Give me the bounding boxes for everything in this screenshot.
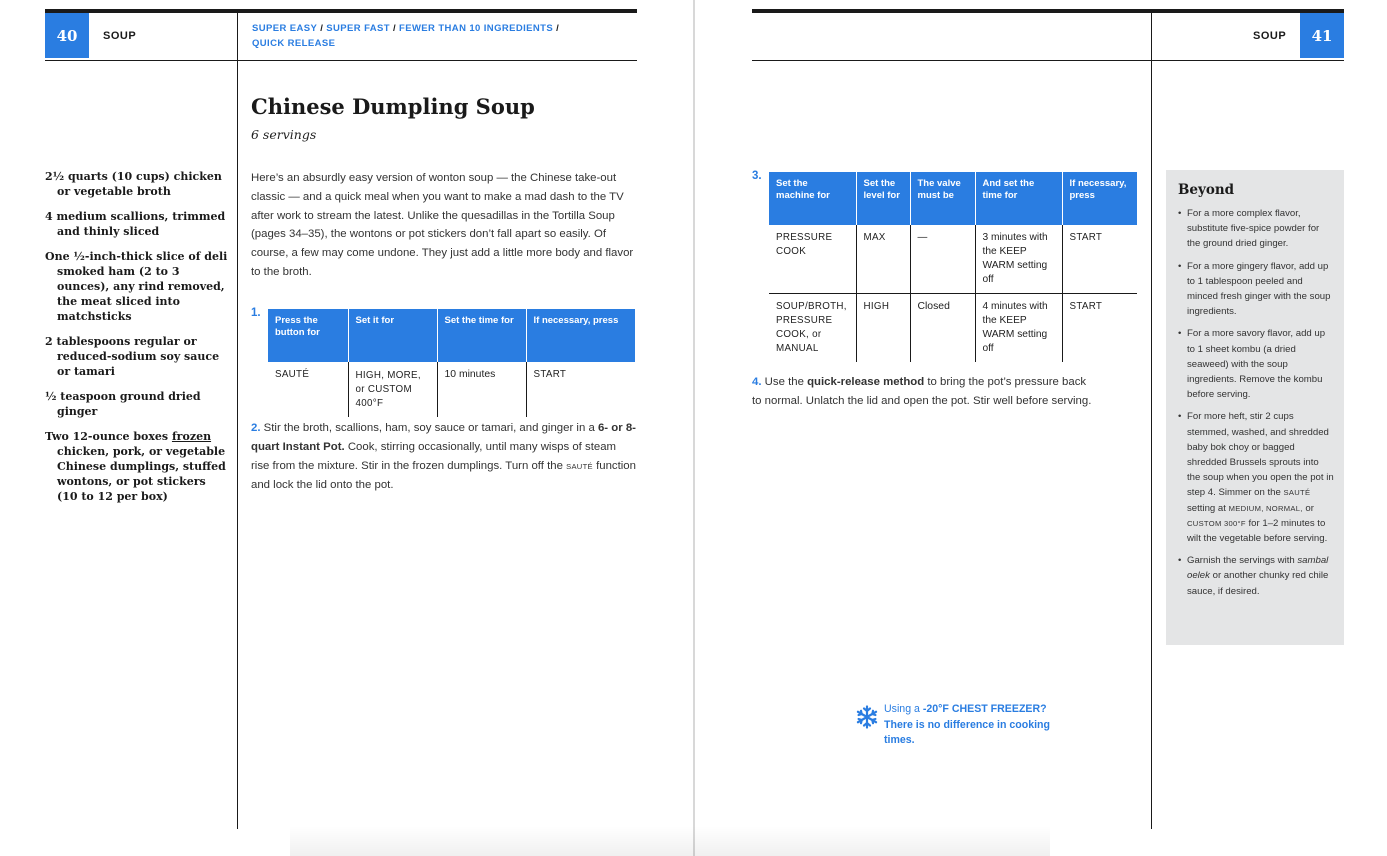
frozen-emphasis: frozen — [171, 430, 212, 443]
table-row — [769, 225, 1137, 294]
step-1-number: 1. — [251, 307, 261, 319]
sidebar-item: • For a more gingery flavor, add up to 1 tablespoon peeled and minced fresh ginger with the soup ingredients. — [1178, 259, 1334, 320]
ingredient-item: 2 tablespoons regular or reduced-sodium soy sauce or tamari — [45, 335, 220, 378]
ingredient-item: 2½ quarts (10 cups) chicken or vegetable broth — [45, 170, 222, 198]
snowflake-icon — [855, 705, 879, 734]
table-header: If necessary, press — [526, 309, 635, 362]
page-shadow — [290, 826, 1050, 856]
recipe-tags: SUPER EASY / SUPER FAST / FEWER THAN 10 INGREDIENTS / QUICK RELEASE — [252, 23, 560, 49]
ingredient-item: Two 12-ounce boxes frozen chicken, pork, or vegetable Chinese dumplings, stuffed wontons, or pot stickers (10 to 12 per box) — [45, 430, 226, 503]
header-rule-bottom — [45, 60, 637, 61]
table-cell: 3 minutes with the KEEP WARM setting off — [975, 225, 1062, 294]
page-number-right: 41 — [1300, 13, 1344, 58]
table-cell: HIGH — [856, 294, 910, 363]
ingredient-item: 4 medium scallions, trimmed and thinly sliced — [45, 210, 226, 238]
recipe-title: Chinese Dumpling Soup — [251, 94, 535, 119]
step-3-table — [769, 172, 1137, 362]
step-3-number: 3. — [752, 170, 762, 182]
table-header: Set the machine for — [769, 172, 856, 225]
tag-super-easy: SUPER EASY — [252, 23, 318, 34]
table-cell: MAX — [856, 225, 910, 294]
beyond-sidebar — [1166, 170, 1344, 645]
step-2-text: 2. Stir the broth, scallions, ham, soy sauce or tamari, and ginger in a 6- or 8-quart Instant Pot. Cook, stirring occasionally, until many wisps of steam rise from the mixture. Stir in the frozen dumplings. Turn off the SAUTÉ function and lock the lid onto the pot. — [251, 422, 636, 492]
column-divider-right — [1151, 13, 1152, 829]
table-header: Press the button for — [268, 309, 348, 362]
ingredient-item: ½ teaspoon ground dried ginger — [45, 390, 201, 418]
page-gutter — [693, 0, 695, 856]
column-divider-left — [237, 13, 238, 829]
table-cell: SAUTÉ — [268, 362, 348, 417]
table-row — [268, 362, 635, 417]
header-rule-bottom-right — [752, 60, 1344, 61]
table-header: Set it for — [348, 309, 437, 362]
table-row — [769, 294, 1137, 363]
table-cell: HIGH, MORE, or CUSTOM 400°F — [348, 362, 437, 417]
table-cell: 4 minutes with the KEEP WARM setting off — [975, 294, 1062, 363]
freezer-note-text: Using a -20°F CHEST FREEZER? There is no difference in cooking times. — [884, 703, 1050, 746]
sidebar-item: • For more heft, stir 2 cups stemmed, washed, and shredded baby bok choy or bagged shredded Brussels sprouts into the soup when you open the pot in step 4. Simmer on the SAUTÉ setting at MEDIUM, NORMAL, or CUSTOM 300°F for 1–2 minutes to wilt the vegetable before serving. — [1178, 409, 1334, 546]
table-cell: SOUP/BROTH, PRESSURE COOK, or MANUAL — [769, 294, 856, 363]
sidebar-list — [1178, 206, 1334, 599]
table-cell: — — [910, 225, 975, 294]
table-cell: PRESSURE COOK — [769, 225, 856, 294]
step-2-number: 2. — [251, 422, 261, 434]
step-1-table — [268, 309, 635, 417]
table-cell: START — [1062, 225, 1137, 294]
sidebar-title: Beyond — [1178, 182, 1235, 198]
table-cell: START — [1069, 301, 1103, 312]
header-rule-top-right — [752, 9, 1344, 13]
recipe-intro: Here’s an absurdly easy version of wonton soup — the Chinese take-out classic — and a quick meal when you want to make a mad dash to the TV after work to stream the latest. Unlike the quesadillas in the Tortilla Soup (pages 34–35), the wontons or pot stickers don’t fall apart so easily. Of course, a few may come undone. They just add a little more body and flavor to the broth. — [251, 172, 634, 278]
page-number-left: 40 — [45, 13, 89, 58]
table-header: The valve must be — [910, 172, 975, 225]
ingredient-list — [45, 169, 230, 514]
tag-fewer-ingredients: FEWER THAN 10 INGREDIENTS — [399, 23, 554, 34]
step-4-text: 4. Use the quick-release method to bring the pot’s pressure back to normal. Unlatch the lid and open the pot. Stir well before serving. — [752, 376, 1092, 407]
step-4-number: 4. — [752, 376, 762, 388]
sidebar-item: • For a more savory flavor, add up to 1 sheet kombu (a dried seaweed) with the soup ingredients. Remove the kombu before serving. — [1178, 326, 1334, 402]
header-rule-top — [45, 9, 637, 13]
tag-quick-release: QUICK RELEASE — [252, 38, 336, 49]
table-header: Set the level for — [856, 172, 910, 225]
table-cell: 10 minutes — [437, 362, 526, 417]
ingredient-item: One ½-inch-thick slice of deli smoked ham (2 to 3 ounces), any rind removed, the meat sliced into matchsticks — [45, 250, 228, 323]
sidebar-item: • For a more complex flavor, substitute five-spice powder for the ground dried ginger. — [1178, 206, 1334, 252]
table-header: And set the time for — [975, 172, 1062, 225]
recipe-servings: 6 servings — [251, 127, 317, 142]
sidebar-item: • Garnish the servings with sambal oelek or another chunky red chile sauce, if desired. — [1178, 553, 1334, 599]
section-label-right: SOUP — [1253, 30, 1287, 42]
table-cell: START — [533, 369, 567, 380]
tag-super-fast: SUPER FAST — [326, 23, 390, 34]
table-header: Set the time for — [437, 309, 526, 362]
table-cell: Closed — [910, 294, 975, 363]
section-label-left: SOUP — [103, 30, 137, 42]
table-header: If necessary, press — [1062, 172, 1137, 225]
